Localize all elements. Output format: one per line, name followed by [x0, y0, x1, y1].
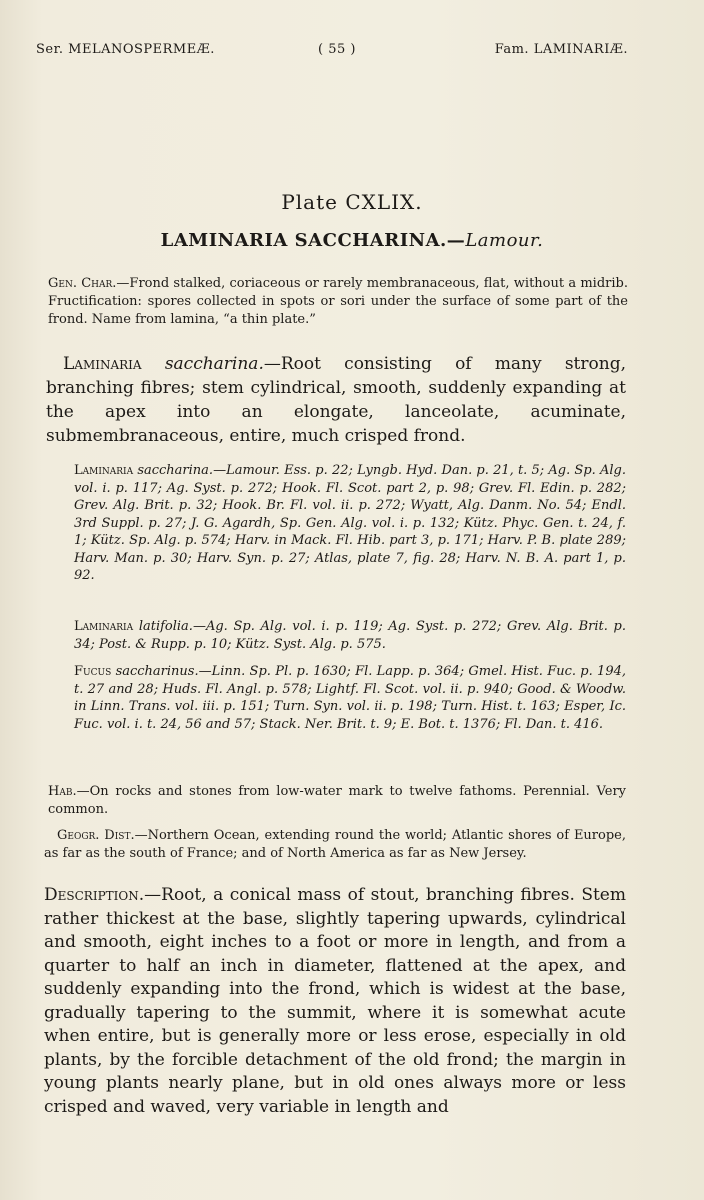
synonym-entry [74, 462, 626, 585]
species-diagnosis [46, 352, 626, 448]
habitat [48, 783, 626, 819]
habitat-text: —On rocks and stones from low-water mark to twelve fathoms. Perennial. Very common. [48, 784, 626, 817]
generic-character-text: —Frond stalked, coriaceous or rarely membranaceous, flat, without a midrib. Fructification: spores collected in spots or sori under the surface of some part of the frond. Name from lamina, “a thin plate.” [48, 276, 628, 327]
distribution-text: —Northern Ocean, extending round the world; Atlantic shores of Europe, as far as the south of France; and of North America as far as New Jersey. [44, 828, 626, 861]
diagnosis-text: —Root consisting of many strong, branching fibres; stem cylindrical, smooth, suddenly expanding at the apex into an elongate, lanceolate, acuminate, submembranaceous, entire, much crisped frond. [46, 354, 626, 446]
page-number: ( 55 ) [318, 42, 356, 57]
running-header-series: Ser. MELANOSPERMEÆ. [36, 42, 215, 57]
synonym-name: latifolia. [138, 619, 193, 634]
running-header-family: Fam. LAMINARIÆ. [494, 42, 628, 57]
diagnosis-genus: Laminaria [63, 354, 142, 374]
synonym-name: saccharinus. [115, 664, 199, 679]
description [44, 884, 626, 1119]
synonym-references: —Linn. Sp. Pl. p. 1630; Fl. Lapp. p. 364; Gmel. Hist. Fuc. p. 194, t. 27 and 28; Huds. Fl. Angl. p. 578; Lightf. Fl. Scot. vol. ii. p. 940; Good. & Woodw. in Linn. Trans. vol. iii. p. 151; Turn. Syn. vol. ii. p. 198; Turn. Hist. t. 163; Esper, Ic. Fuc. vol. i. t. 24, 56 and 57; Stack. Ner. Brit. t. 9; E. Bot. t. 1376; Fl. Dan. t. 416. [74, 664, 626, 732]
synonym-genus: Laminaria [74, 619, 134, 634]
generic-character-label: Gen. Char. [48, 276, 117, 291]
diagnosis-species: saccharina. [164, 354, 264, 374]
species-author: Lamour. [465, 230, 544, 251]
description-text: —Root, a conical mass of stout, branching fibres. Stem rather thickest at the base, slightly tapering upwards, cylindrical and smooth, eight inches to a foot or more in length, and from a quarter to half an inch in diameter, flattened at the apex, and suddenly expanding into the frond, which is widest at the base, gradually tapering to the summit, where it is somewhat acute when entire, but is generally more or less erose, especially in old plants, by the forcible detachment of the old frond; the margin in young plants nearly plane, but in old ones always more or less crisped and waved, very variable in length and [44, 885, 626, 1117]
synonym-references: —Lamour. Ess. p. 22; Lyngb. Hyd. Dan. p. 21, t. 5; Ag. Sp. Alg. vol. i. p. 117; Ag. Syst. p. 272; Hook. Fl. Scot. part 2, p. 98; Grev. Fl. Edin. p. 282; Grev. Alg. Brit. p. 32; Hook. Br. Fl. vol. ii. p. 272; Wyatt, Alg. Danm. No. 54; Endl. 3rd Suppl. p. 27; J. G. Agardh, Sp. Gen. Alg. vol. i. p. 132; Kütz. Phyc. Gen. t. 24, f. 1; Kütz. Sp. Alg. p. 574; Harv. in Mack. Fl. Hib. part 3, p. 171; Harv. P. B. plate 289; Harv. Man. p. 30; Harv. Syn. p. 27; Atlas, plate 7, fig. 28; Harv. N. B. A. part 1, p. 92. [74, 463, 627, 583]
generic-character [48, 275, 628, 329]
synonym-genus: Fucus [74, 664, 112, 679]
geographic-distribution [44, 827, 626, 863]
distribution-label: Geogr. Dist. [57, 828, 135, 843]
species-name: LAMINARIA SACCHARINA.— [160, 230, 466, 251]
plate-title: Plate CXLIX. [281, 190, 423, 214]
species-title [0, 230, 704, 251]
synonym-entry [74, 663, 626, 733]
habitat-label: Hab. [48, 784, 77, 799]
description-label: Description. [44, 885, 145, 905]
synonym-entry [74, 618, 626, 653]
synonym-references: —Ag. Sp. Alg. vol. i. p. 119; Ag. Syst. p. 272; Grev. Alg. Brit. p. 34; Post. & Rupp. p. 10; Kütz. Syst. Alg. p. 575. [74, 619, 626, 652]
synonym-genus: Laminaria [74, 463, 134, 478]
synonym-name: saccharina. [137, 463, 214, 478]
